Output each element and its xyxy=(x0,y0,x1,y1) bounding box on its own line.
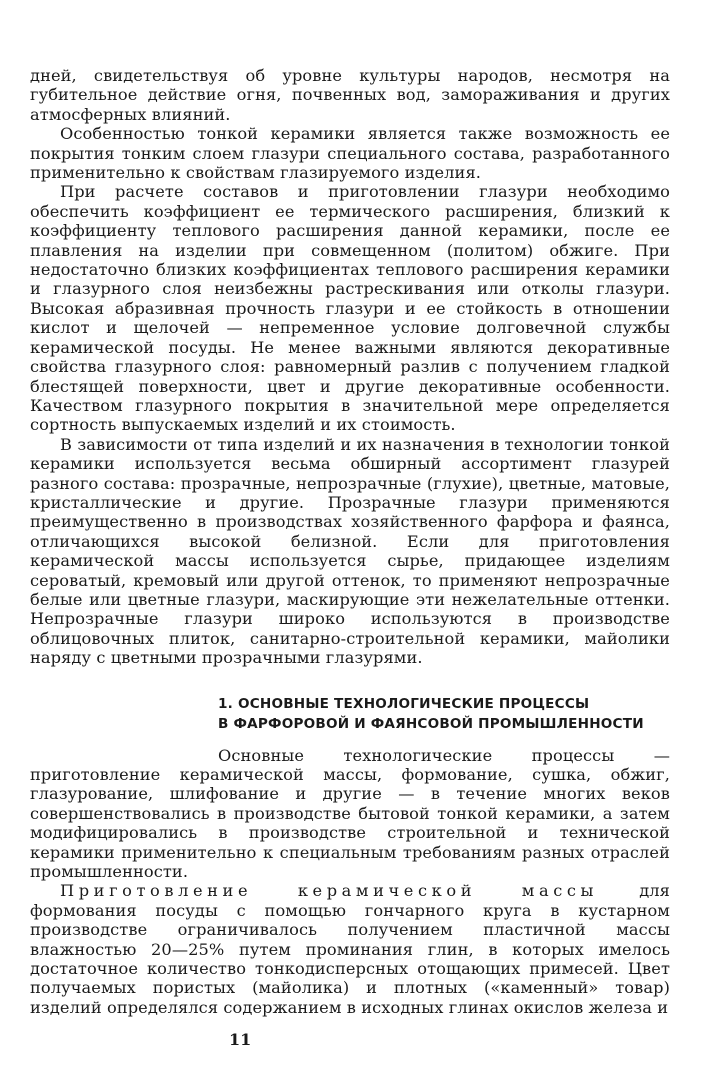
paragraph-thermal-expansion: При расчете составов и приготовлении глазури необходимо обеспечить коэффициент ее термического расширения, близкий к коэффициенту теплового расширения данной керамики, после ее плавления на изделии при совмещенном (политом) обжиге. При недостаточно близких коэффициентах теплового расширения керамики и глазурного слоя неизбежны растрескивания или отколы глазури. Высокая абразивная прочность глазури и ее стойкость в отношении кислот и щелочей — непременное условие долговечной службы керамической посуды. Не менее важными являются декоративные свойства глазурного слоя: равномерный разлив с получением гладкой блестящей поверхности, цвет и другие декоративные особенности. Качеством глазурного покрытия в значительной мере определяется сортность выпускаемых изделий и их стоимость. xyxy=(30,182,670,435)
paragraph-main-processes: Основные технологические процессы — приготовление керамической массы, формование, сушка, обжиг, глазурование, шлифование и другие — в течение многих веков совершенствовались в производстве бытовой тонкой керамики, а затем модифицировались в производстве строительной и технической керамики применительно к специальным требованиям разных отраслей промышленности. xyxy=(30,745,670,882)
section-heading-line-2: В ФАРФОРОВОЙ И ФАЯНСОВОЙ ПРОМЫШЛЕННОСТИ xyxy=(218,715,644,732)
section-heading-line-1: 1. ОСНОВНЫЕ ТЕХНОЛОГИЧЕСКИЕ ПРОЦЕССЫ xyxy=(218,695,590,712)
section-heading xyxy=(218,694,670,734)
page-number: 11 xyxy=(229,1030,252,1049)
paragraph-glaze-assortment: В зависимости от типа изделий и их назначения в технологии тонкой керамики используется весьма обширный ассортимент глазурей разного состава: прозрачные, непрозрачные (глухие), цветные, матовые, кристаллические и другие. Прозрачные глазури применяются преимущественно в производствах хозяйственного фарфора и фаянса, отличающихся высокой белизной. Если для приготовления керамической массы используется сырье, придающее изделиям сероватый, кремовый или другой оттенок, то применяют непрозрачные белые или цветные глазури, маскирующие эти нежелательные оттенки. Непрозрачные глазури широко используются в производстве облицовочных плиток, санитарно-строительной керамики, майолики наряду с цветными прозрачными глазурями. xyxy=(30,434,670,668)
paragraph-mass-preparation-text: для формования посуды с помощью гончарного круга в кустарном производстве ограничивалось получением пластичной массы влажностью 20—25% путем проминания глин, в которых имелось достаточное количество тонкодисперсных отощающих примесей. Цвет получаемых пористых (майолика) и плотных («каменный» товар) изделий определялся содержанием в исходных глинах окислов железа и xyxy=(30,881,670,1017)
paragraph-mass-preparation xyxy=(30,881,670,1017)
paragraph-continuation: дней, свидетельствуя об уровне культуры народов, несмотря на губительное действие огня, почвенных вод, замораживания и других атмосферных влияний. xyxy=(30,66,670,124)
paragraph-glaze-coating: Особенностью тонкой керамики является также возможность ее покрытия тонким слоем глазури специального состава, разработанного применительно к свойствам глазируемого изделия. xyxy=(30,124,670,183)
spaced-term: Приготовление керамической массы xyxy=(60,881,599,901)
document-page xyxy=(30,66,670,1017)
